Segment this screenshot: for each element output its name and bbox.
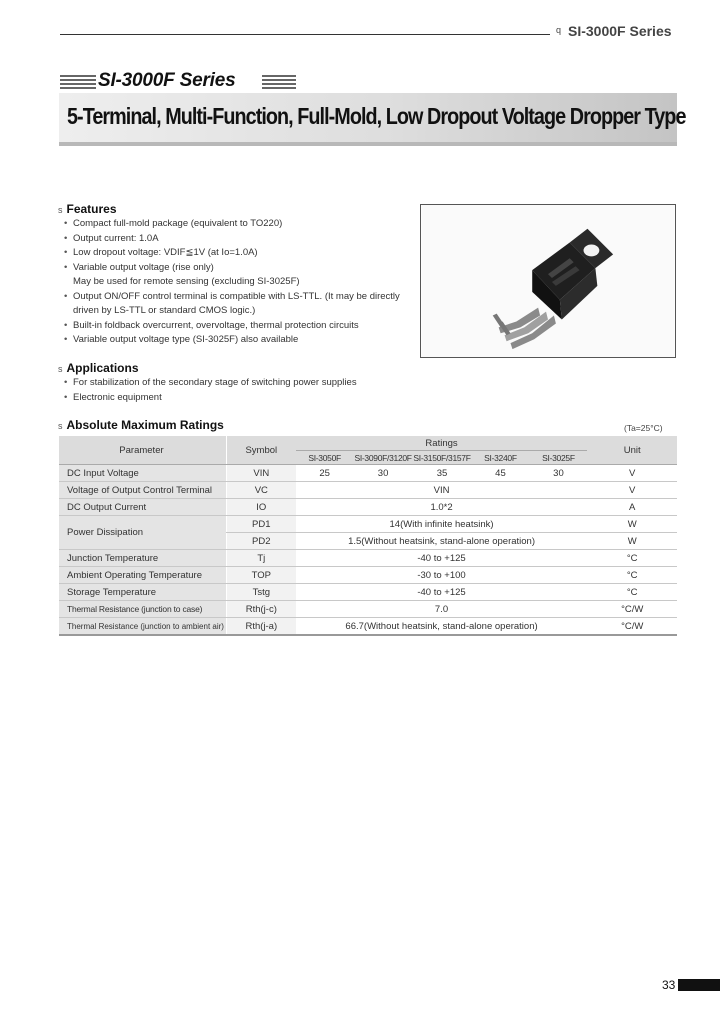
bullet-icon: •: [64, 377, 68, 388]
features-heading: s Features: [58, 202, 117, 216]
row-value: 35: [413, 465, 472, 482]
model-header: SI-3050F: [296, 451, 354, 465]
table-header-row: [59, 436, 677, 451]
section-marker-icon: s: [58, 421, 63, 431]
row-value: 7.0: [296, 601, 588, 618]
table-row: [59, 567, 677, 584]
table-row: [59, 584, 677, 601]
row-value: VIN: [296, 482, 588, 499]
row-unit: V: [587, 465, 677, 482]
row-parameter: Junction Temperature: [59, 550, 226, 567]
row-unit: °C/W: [587, 601, 677, 618]
row-value: 1.5(Without heatsink, stand-alone operation): [296, 533, 588, 550]
applications-heading: s Applications: [58, 361, 139, 375]
main-title: 5-Terminal, Multi-Function, Full-Mold, Low Dropout Voltage Dropper Type: [67, 103, 686, 129]
row-value: -40 to +125: [296, 584, 588, 601]
list-item: • Low dropout voltage: VDIF≦1V (at Io=1.0A): [64, 246, 400, 261]
section-marker-icon: s: [58, 364, 63, 374]
model-header: SI-3025F: [529, 451, 587, 465]
model-header: SI-3090F/3120F: [354, 452, 412, 463]
list-item: • Electronic equipment: [64, 391, 357, 406]
row-symbol: IO: [226, 499, 295, 516]
row-unit: A: [587, 499, 677, 516]
row-unit: °C: [587, 567, 677, 584]
ratings-heading: s Absolute Maximum Ratings: [58, 418, 224, 432]
list-item-continuation: driven by LS-TTL or standard CMOS logic.): [73, 305, 256, 316]
row-symbol: Rth(j-a): [226, 618, 295, 636]
list-item: • Variable output voltage type (SI-3025F) also available: [64, 333, 400, 348]
header-symbol: Symbol: [226, 436, 295, 465]
row-parameter: Ambient Operating Temperature: [59, 567, 226, 584]
row-value: 30: [529, 465, 587, 482]
row-value: 1.0*2: [296, 499, 588, 516]
row-value: -30 to +100: [296, 567, 588, 584]
row-parameter: Power Dissipation: [59, 516, 226, 550]
row-parameter: DC Input Voltage: [59, 465, 226, 482]
running-header-series: SI-3000F Series: [568, 23, 672, 39]
title-band: [59, 93, 686, 146]
row-symbol: Tj: [226, 550, 295, 567]
row-unit: V: [587, 482, 677, 499]
applications-list: [64, 376, 357, 405]
list-item: • Built-in foldback overcurrent, overvoltage, thermal protection circuits: [64, 319, 400, 334]
row-symbol: Tstg: [226, 584, 295, 601]
row-unit: °C: [587, 550, 677, 567]
bullet-icon: •: [64, 218, 68, 229]
ambient-temperature-note: (Ta=25°C): [624, 423, 663, 433]
row-symbol: PD2: [226, 533, 295, 550]
row-symbol: Rth(j-c): [226, 601, 295, 618]
row-value: 45: [471, 465, 529, 482]
row-symbol: VC: [226, 482, 295, 499]
series-title: SI-3000F Series: [98, 70, 236, 91]
row-value: 14(With infinite heatsink): [296, 516, 588, 533]
row-parameter: Voltage of Output Control Terminal: [59, 482, 226, 499]
row-parameter: Storage Temperature: [59, 584, 226, 601]
row-symbol: VIN: [226, 465, 295, 482]
page-number-bar: [678, 979, 720, 991]
row-symbol: TOP: [226, 567, 295, 584]
series-marker-icon: q: [556, 25, 562, 35]
model-header: SI-3240F: [471, 451, 529, 465]
header-rule: [60, 34, 550, 35]
row-value: 25: [296, 465, 354, 482]
table-row: [59, 499, 677, 516]
header-parameter: Parameter: [59, 436, 226, 465]
table-row: [59, 482, 677, 499]
section-marker-icon: s: [58, 205, 63, 215]
bullet-icon: •: [64, 232, 68, 244]
table-row: [59, 601, 677, 618]
absolute-maximum-ratings-table: [59, 436, 677, 636]
row-unit: °C: [587, 584, 677, 601]
row-parameter: Thermal Resistance (junction to ambient air): [59, 618, 226, 636]
table-row: [59, 618, 677, 636]
row-unit: °C/W: [587, 618, 677, 636]
bullet-icon: •: [64, 319, 68, 331]
header-unit: Unit: [587, 436, 677, 465]
list-item: • Output current: 1.0A: [64, 232, 400, 247]
product-photo: [420, 204, 676, 358]
features-list: [64, 217, 400, 348]
row-value: -40 to +125: [296, 550, 588, 567]
bullet-icon: •: [64, 334, 68, 345]
row-parameter: DC Output Current: [59, 499, 226, 516]
table-row: [59, 516, 677, 533]
stripe-decoration-left: [60, 75, 96, 89]
list-item-continuation: May be used for remote sensing (excluding SI-3025F): [73, 276, 300, 287]
list-item: • Compact full-mold package (equivalent to TO220): [64, 217, 400, 232]
list-item: • Output ON/OFF control terminal is compatible with LS-TTL. (It may be directly: [64, 290, 400, 305]
bullet-icon: •: [64, 261, 68, 273]
row-value: 30: [354, 465, 413, 482]
row-symbol: PD1: [226, 516, 295, 533]
bullet-icon: •: [64, 290, 68, 302]
to220-package-image: [421, 205, 675, 357]
row-unit: W: [587, 533, 677, 550]
page-number: 33: [662, 978, 676, 992]
model-header: SI-3150F/3157F: [413, 452, 471, 463]
header-ratings: Ratings: [296, 436, 588, 451]
stripe-decoration-right: [262, 75, 296, 89]
bullet-icon: •: [64, 391, 68, 403]
list-item: • Variable output voltage (rise only): [64, 261, 400, 276]
row-value: 66.7(Without heatsink, stand-alone operation): [296, 618, 588, 636]
row-parameter: Thermal Resistance (junction to case): [59, 601, 226, 618]
table-row: [59, 550, 677, 567]
list-item: • For stabilization of the secondary stage of switching power supplies: [64, 376, 357, 391]
table-row: [59, 465, 677, 482]
bullet-icon: •: [64, 247, 68, 258]
row-unit: W: [587, 516, 677, 533]
